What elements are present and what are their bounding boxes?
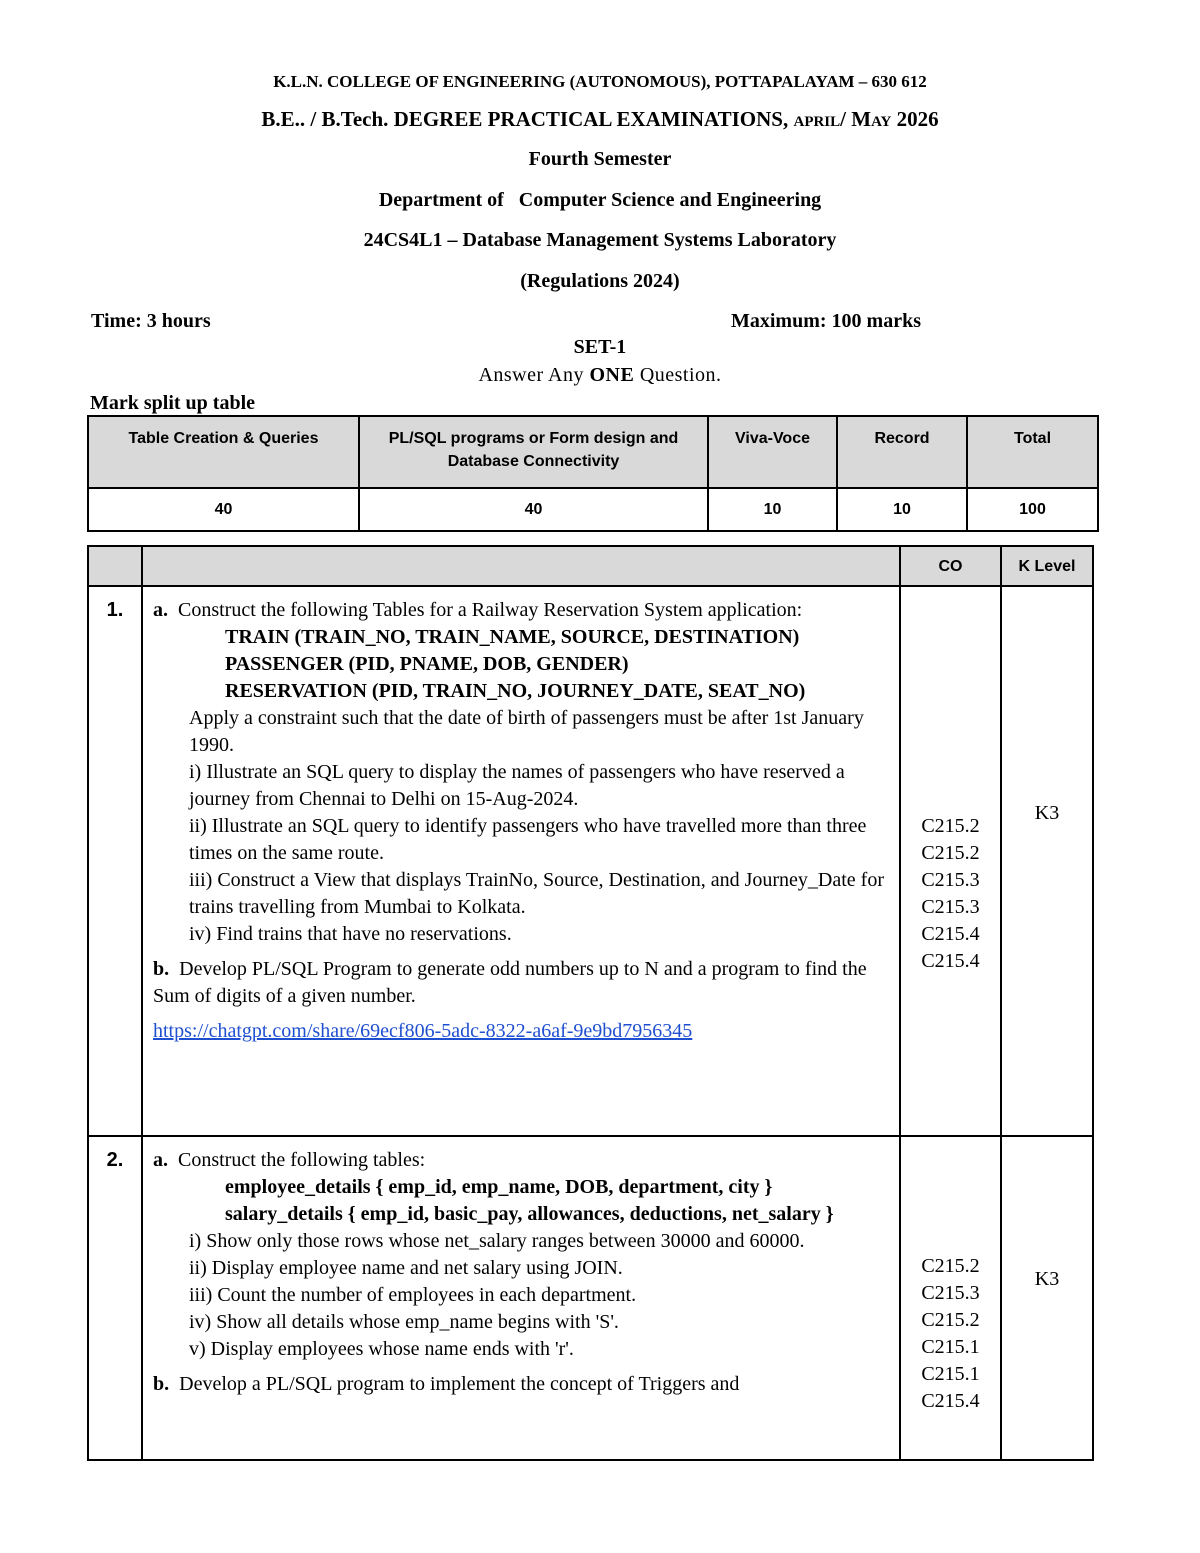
mark-header-cell: Record [837, 416, 967, 488]
sub-question: ii) Illustrate an SQL query to identify passengers who have travelled more than three times on the same route. [189, 815, 867, 864]
k-level-value: K3 [1034, 1268, 1060, 1290]
sub-question: i) Show only those rows whose net_salary ranges between 30000 and 60000. [189, 1230, 805, 1252]
mark-value-cell: 10 [708, 488, 837, 531]
question-number: 1. [88, 586, 142, 1136]
co-value: C215.3 [921, 869, 980, 891]
co-value: C215.2 [921, 1255, 980, 1277]
mark-header-cell: Viva-Voce [708, 416, 837, 488]
max-marks: Maximum: 100 marks [731, 310, 921, 332]
part-b: b. Develop a PL/SQL program to implement the concept of Triggers and [153, 1373, 740, 1395]
table-def: TRAIN (TRAIN_NO, TRAIN_NAME, SOURCE, DESTINATION) [225, 626, 800, 648]
co-value: C215.2 [921, 815, 980, 837]
co-value: C215.4 [921, 950, 980, 972]
co-value: C215.3 [921, 1282, 980, 1304]
table-def: PASSENGER (PID, PNAME, DOB, GENDER) [225, 653, 629, 675]
question-row-2 [88, 1136, 1093, 1460]
question-table [87, 545, 1094, 1461]
question-table-header [88, 546, 1093, 586]
exam-time: Time: 3 hours [91, 310, 211, 332]
table-def: employee_details { emp_id, emp_name, DOB, department, city } [225, 1176, 773, 1198]
course-title: 24CS4L1 – Database Management Systems Laboratory [363, 229, 837, 251]
mark-split-table [87, 415, 1099, 532]
co-cell [900, 1136, 1001, 1460]
question-header [142, 546, 900, 586]
sub-question: v) Display employees whose name ends with 'r'. [189, 1338, 574, 1360]
regulations: (Regulations 2024) [520, 270, 680, 292]
k-level-header: K Level [1001, 546, 1093, 586]
sub-question: iv) Find trains that have no reservations. [189, 923, 512, 945]
part-a: a. Construct the following tables: [153, 1149, 426, 1171]
co-cell [900, 586, 1001, 1136]
question-text [142, 586, 900, 1136]
k-level-cell [1001, 1136, 1093, 1460]
num-header [88, 546, 142, 586]
department: Department of Computer Science and Engineering [378, 189, 822, 211]
co-value: C215.2 [921, 842, 980, 864]
question-number: 2. [88, 1136, 142, 1460]
mark-header-cell: Total [967, 416, 1098, 488]
exam-title: B.E.. / B.Tech. DEGREE PRACTICAL EXAMINATIONS, APRIL/ MAY 2026 [261, 107, 939, 131]
co-value: C215.1 [921, 1336, 980, 1358]
set-label: SET-1 [573, 336, 627, 358]
mark-value-cell: 40 [88, 488, 359, 531]
mark-header-cell: Table Creation & Queries [88, 416, 359, 488]
sub-question: iii) Construct a View that displays TrainNo, Source, Destination, and Journey_Date for trains travelling from Mumbai to Kolkata. [189, 869, 884, 918]
co-header: CO [900, 546, 1001, 586]
sub-question: i) Illustrate an SQL query to display the names of passengers who have reserved a journey from Chennai to Delhi on 15-Aug-2024. [189, 761, 845, 810]
k-level-value: K3 [1034, 802, 1060, 824]
co-value: C215.4 [921, 1390, 980, 1412]
college-name: K.L.N. COLLEGE OF ENGINEERING (AUTONOMOUS), POTTAPALAYAM – 630 612 [273, 72, 927, 91]
table-def: RESERVATION (PID, TRAIN_NO, JOURNEY_DATE, SEAT_NO) [225, 680, 806, 702]
question-row-1 [88, 586, 1093, 1136]
mark-header-cell: PL/SQL programs or Form design and Database Connectivity [359, 416, 708, 488]
mark-split-title: Mark split up table [90, 392, 256, 414]
co-value: C215.1 [921, 1363, 980, 1385]
part-b: b. Develop PL/SQL Program to generate odd numbers up to N and a program to find the Sum of digits of a given number. [153, 958, 867, 1007]
mark-value-cell: 40 [359, 488, 708, 531]
question-text [142, 1136, 900, 1460]
table-def: salary_details { emp_id, basic_pay, allowances, deductions, net_salary } [225, 1203, 834, 1225]
co-value: C215.3 [921, 896, 980, 918]
semester: Fourth Semester [528, 148, 672, 170]
reference-link[interactable]: https://chatgpt.com/share/69ecf806-5adc-8322-a6af-9e9bd7956345 [153, 1020, 693, 1042]
sub-question: iv) Show all details whose emp_name begins with 'S'. [189, 1311, 619, 1333]
k-level-cell [1001, 586, 1093, 1136]
constraint-text: Apply a constraint such that the date of birth of passengers must be after 1st January 1990. [189, 707, 864, 756]
mark-table-header-row [88, 416, 1098, 488]
part-a: a. Construct the following Tables for a Railway Reservation System application: [153, 599, 803, 621]
mark-value-cell: 100 [967, 488, 1098, 531]
sub-question: iii) Count the number of employees in each department. [189, 1284, 637, 1306]
instruction: Answer Any ONE Question. [478, 364, 722, 386]
co-value: C215.4 [921, 923, 980, 945]
mark-table-value-row [88, 488, 1098, 531]
sub-question: ii) Display employee name and net salary using JOIN. [189, 1257, 623, 1279]
mark-value-cell: 10 [837, 488, 967, 531]
co-value: C215.2 [921, 1309, 980, 1331]
